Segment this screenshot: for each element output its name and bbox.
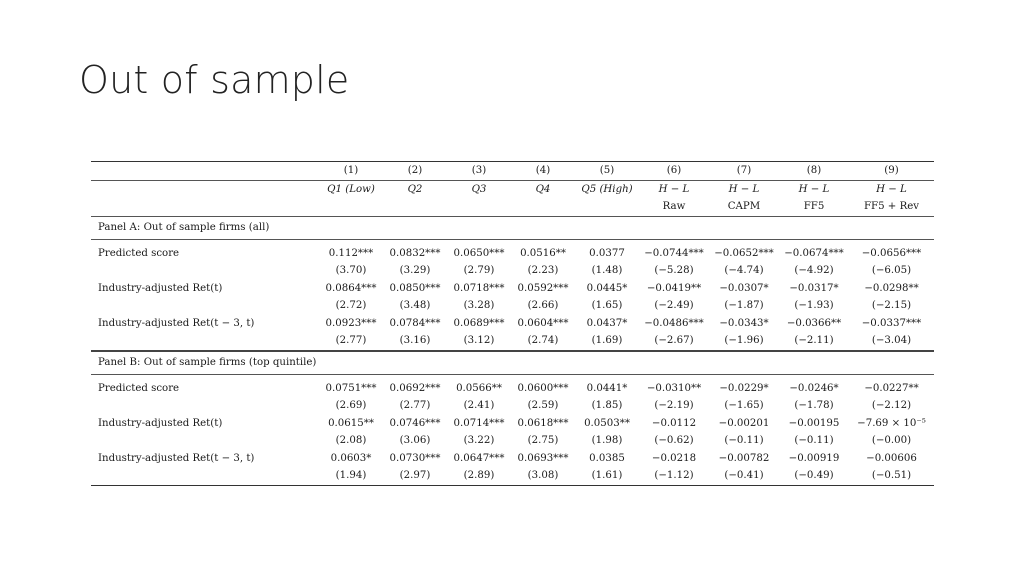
coefficient-cell: −0.0652*** — [709, 239, 779, 262]
tstat-cell: (−0.00) — [871, 435, 912, 446]
coefficient-cell: −0.0419** — [646, 282, 702, 294]
row-label: Industry-adjusted Ret(t) — [98, 417, 223, 429]
tstat-cell: (3.28) — [463, 300, 495, 311]
tstat-cell: (2.74) — [527, 335, 559, 346]
tstat-cell: (3.22) — [463, 435, 495, 446]
tstat-cell: (−2.11) — [794, 335, 834, 346]
tstat-cell: (2.23) — [527, 265, 559, 276]
tstat-cell: (3.70) — [335, 265, 367, 276]
column-subheader: Raw — [662, 201, 686, 212]
coefficient-cell: 0.0850*** — [389, 282, 441, 294]
column-subheader — [319, 198, 383, 216]
coefficient-cell: 0.0718*** — [453, 282, 505, 294]
coefficient-cell: 0.0445* — [586, 282, 628, 294]
tstat-cell: (3.08) — [511, 467, 575, 485]
table-row — [91, 315, 934, 333]
coefficient-cell: 0.112*** — [319, 239, 383, 262]
empty-label-cell — [91, 332, 319, 351]
tstat-cell: (−0.49) — [779, 467, 849, 485]
results-table — [91, 161, 934, 486]
tstat-cell: (−6.05) — [871, 265, 912, 276]
coefficient-cell: −0.0337*** — [861, 317, 922, 329]
coefficient-cell: 0.0923*** — [325, 317, 377, 329]
coefficient-cell: 0.0864*** — [325, 282, 377, 294]
coefficient-cell: −0.00201 — [718, 417, 770, 429]
coefficient-cell: 0.0441* — [575, 374, 639, 397]
coefficient-cell: 0.0714*** — [453, 417, 505, 429]
column-number: (5) — [575, 162, 639, 181]
coefficient-cell: 0.0615** — [328, 417, 374, 429]
table-body — [91, 216, 934, 485]
tstat-cell: (1.65) — [591, 300, 623, 311]
coefficient-cell: 0.0516** — [511, 239, 575, 262]
tstat-row — [91, 397, 934, 415]
empty-label-cell — [91, 262, 319, 280]
tstat-cell: (−0.62) — [654, 435, 694, 446]
coefficient-cell: 0.0503** — [584, 417, 630, 429]
coefficient-cell: −0.00919 — [788, 452, 840, 464]
column-number: (8) — [779, 162, 849, 181]
row-label: Industry-adjusted Ret(t) — [98, 282, 223, 294]
coefficient-cell: 0.0751*** — [319, 374, 383, 397]
column-number-row — [91, 162, 934, 181]
results-table-container — [91, 161, 934, 486]
tstat-cell: (3.29) — [399, 265, 431, 276]
coefficient-cell: −0.0307* — [719, 282, 769, 294]
column-subheader — [383, 198, 447, 216]
coefficient-cell: 0.0377 — [575, 239, 639, 262]
column-number: (9) — [849, 162, 934, 181]
coefficient-cell: 0.0604*** — [517, 317, 569, 329]
coefficient-cell: 0.0832*** — [383, 239, 447, 262]
slide-title: Out of sample — [79, 58, 350, 102]
tstat-cell: (−2.19) — [654, 400, 694, 411]
tstat-cell: (−2.67) — [654, 335, 694, 346]
tstat-cell: (3.12) — [463, 335, 495, 346]
tstat-cell: (3.48) — [399, 300, 431, 311]
column-subheader-row — [91, 198, 934, 216]
coefficient-cell: −0.0298** — [864, 282, 919, 294]
coefficient-cell: 0.0693*** — [517, 452, 569, 464]
tstat-cell: (1.98) — [591, 435, 623, 446]
tstat-cell: (2.69) — [335, 400, 367, 411]
column-header: H − L — [849, 180, 934, 198]
row-label: Industry-adjusted Ret(t − 3, t) — [98, 317, 255, 329]
tstat-cell: (−0.41) — [709, 467, 779, 485]
tstat-cell: (2.72) — [335, 300, 367, 311]
column-header: H − L — [709, 180, 779, 198]
tstat-cell: (2.89) — [447, 467, 511, 485]
coefficient-cell: 0.0592*** — [517, 282, 569, 294]
tstat-cell: (1.85) — [591, 400, 623, 411]
coefficient-cell: −0.0112 — [651, 417, 697, 429]
tstat-cell: (2.77) — [399, 400, 431, 411]
coefficient-cell: −0.0744*** — [639, 239, 709, 262]
column-number: (3) — [447, 162, 511, 181]
tstat-cell: (2.41) — [463, 400, 495, 411]
column-header: H − L — [779, 180, 849, 198]
tstat-cell: (−2.12) — [871, 400, 912, 411]
column-header-row — [91, 180, 934, 198]
tstat-cell: (−0.11) — [794, 435, 834, 446]
tstat-cell: (2.59) — [527, 400, 559, 411]
column-header: Q1 (Low) — [319, 180, 383, 198]
tstat-cell: (−5.28) — [654, 265, 694, 276]
tstat-row — [91, 297, 934, 315]
coefficient-cell: −0.00782 — [718, 452, 770, 464]
table-row — [91, 415, 934, 433]
tstat-cell: (3.16) — [399, 335, 431, 346]
tstat-cell: (3.06) — [399, 435, 431, 446]
column-header: Q2 — [383, 180, 447, 198]
empty-label-cell — [91, 467, 319, 485]
tstat-cell: (−1.65) — [724, 400, 764, 411]
column-subheader: FF5 + Rev — [863, 201, 920, 212]
coefficient-cell: 0.0437* — [586, 317, 628, 329]
tstat-cell: (2.66) — [527, 300, 559, 311]
coefficient-cell: −0.0310** — [639, 374, 709, 397]
tstat-cell: (2.75) — [527, 435, 559, 446]
panel-title: Panel A: Out of sample firms (all) — [91, 216, 934, 239]
tstat-cell: (−1.96) — [724, 335, 764, 346]
column-number: (1) — [319, 162, 383, 181]
tstat-cell: (−1.12) — [639, 467, 709, 485]
tstat-cell: (−2.15) — [871, 300, 912, 311]
coefficient-cell: −7.69 × 10⁻⁵ — [857, 417, 926, 429]
tstat-cell: (−2.49) — [654, 300, 694, 311]
tstat-row — [91, 467, 934, 485]
tstat-cell: (1.94) — [319, 467, 383, 485]
coefficient-cell: −0.0366** — [786, 317, 842, 329]
column-header: Q4 — [511, 180, 575, 198]
column-header: Q5 (High) — [575, 180, 639, 198]
panel-title-row — [91, 216, 934, 239]
panel-title-row — [91, 351, 934, 375]
tstat-cell: (2.79) — [463, 265, 495, 276]
coefficient-cell: −0.0486*** — [644, 317, 704, 329]
tstat-cell: (−1.93) — [794, 300, 834, 311]
coefficient-cell: 0.0730*** — [389, 452, 441, 464]
empty-label-cell — [91, 432, 319, 450]
coefficient-cell: 0.0692*** — [383, 374, 447, 397]
coefficient-cell: −0.0229* — [709, 374, 779, 397]
table-header — [91, 162, 934, 217]
coefficient-cell: −0.00195 — [788, 417, 840, 429]
tstat-row — [91, 432, 934, 450]
coefficient-cell: −0.0227** — [849, 374, 934, 397]
row-label: Predicted score — [91, 374, 319, 397]
coefficient-cell: −0.0317* — [789, 282, 839, 294]
table-row — [91, 280, 934, 298]
row-label: Industry-adjusted Ret(t − 3, t) — [98, 452, 255, 464]
coefficient-cell: 0.0600*** — [511, 374, 575, 397]
tstat-row — [91, 262, 934, 280]
column-subheader — [447, 198, 511, 216]
table-row — [91, 450, 934, 468]
row-label: Predicted score — [91, 239, 319, 262]
coefficient-cell: 0.0746*** — [389, 417, 441, 429]
column-subheader — [511, 198, 575, 216]
tstat-cell: (−1.87) — [724, 300, 764, 311]
coefficient-cell: −0.0246* — [779, 374, 849, 397]
tstat-cell: (2.97) — [383, 467, 447, 485]
tstat-cell: (2.08) — [335, 435, 367, 446]
coefficient-cell: 0.0784*** — [389, 317, 441, 329]
coefficient-cell: −0.00606 — [866, 452, 917, 464]
coefficient-cell: 0.0618*** — [517, 417, 569, 429]
coefficient-cell: 0.0603* — [330, 452, 372, 464]
coefficient-cell: −0.0656*** — [849, 239, 934, 262]
table-row — [91, 374, 934, 397]
tstat-cell: (−1.78) — [794, 400, 834, 411]
tstat-cell: (−3.04) — [871, 335, 912, 346]
column-subheader: CAPM — [727, 201, 761, 212]
panel-title: Panel B: Out of sample firms (top quintile) — [91, 351, 934, 375]
column-number: (6) — [639, 162, 709, 181]
tstat-cell: (1.61) — [575, 467, 639, 485]
column-number: (4) — [511, 162, 575, 181]
tstat-cell: (−0.11) — [724, 435, 764, 446]
column-subheader — [575, 198, 639, 216]
tstat-cell: (2.77) — [335, 335, 367, 346]
coefficient-cell: −0.0674*** — [779, 239, 849, 262]
coefficient-cell: −0.0343* — [719, 317, 769, 329]
table-row — [91, 239, 934, 262]
coefficient-cell: 0.0650*** — [447, 239, 511, 262]
column-header: H − L — [639, 180, 709, 198]
coefficient-cell: 0.0566** — [447, 374, 511, 397]
tstat-row — [91, 332, 934, 351]
column-number: (7) — [709, 162, 779, 181]
tstat-cell: (1.69) — [591, 335, 623, 346]
tstat-cell: (−4.92) — [794, 265, 834, 276]
coefficient-cell: −0.0218 — [651, 452, 697, 464]
column-header: Q3 — [447, 180, 511, 198]
tstat-cell: (−4.74) — [724, 265, 764, 276]
column-number: (2) — [383, 162, 447, 181]
empty-label-cell — [91, 397, 319, 415]
empty-label-cell — [91, 297, 319, 315]
coefficient-cell: 0.0385 — [589, 452, 625, 464]
column-subheader: FF5 — [803, 201, 825, 212]
coefficient-cell: 0.0689*** — [453, 317, 505, 329]
tstat-cell: (−0.51) — [849, 467, 934, 485]
coefficient-cell: 0.0647*** — [453, 452, 505, 464]
tstat-cell: (1.48) — [591, 265, 623, 276]
